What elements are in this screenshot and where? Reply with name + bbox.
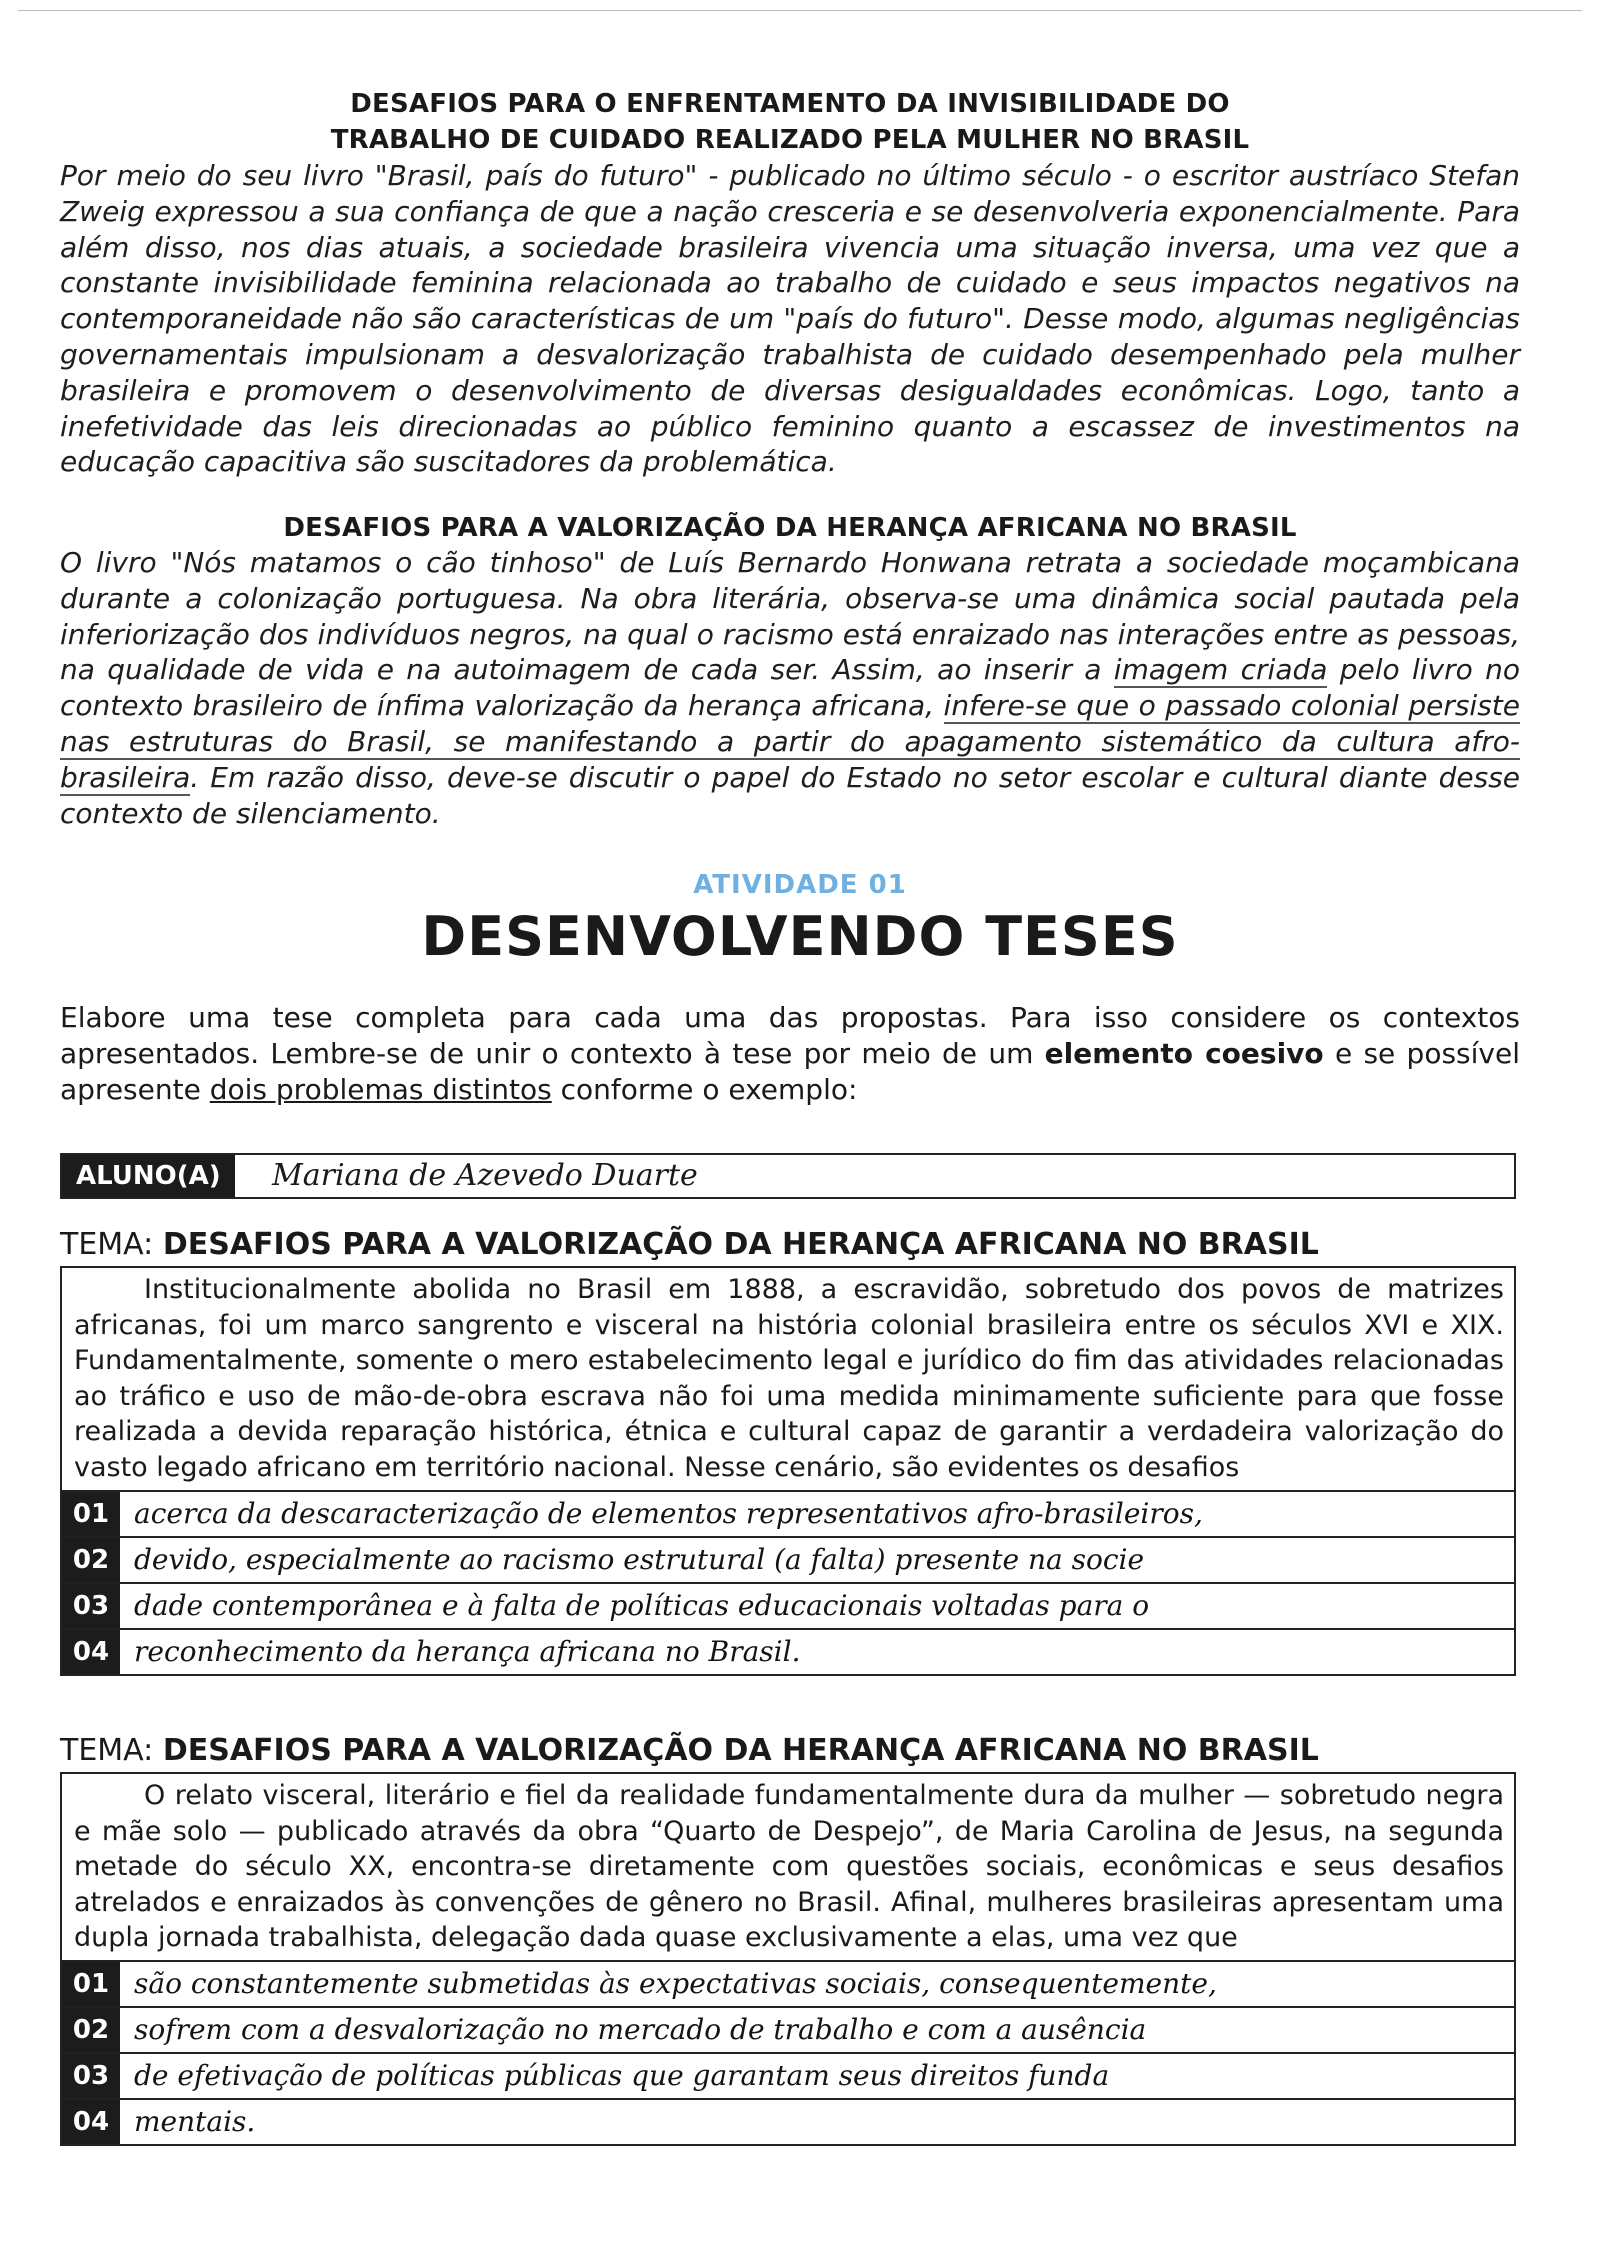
instr-text-b: e se possível apresente [60,1037,1520,1106]
instr-text-c: conforme o exemplo: [551,1073,858,1106]
top-divider [18,10,1582,11]
section2-text-b: pelo livro no contexto brasileiro de ínfima valorização da herança africana, [60,653,1520,723]
section1-paragraph: Por meio do seu livro "Brasil, país do futuro" - publicado no último século - o escritor austríaco Stefan Zweig expressou a sua confiança de que a nação cresceria e se desenvolveria exponencialmente. Para além disso, nos dias atuais, a sociedade brasileira vivencia uma situação inversa, uma vez que a constante invisibilidade feminina relacionada ao trabalho de cuidado e seus impactos negativos na contemporaneidade não são características de um "país do futuro". Desse modo, algumas negligências governamentais impulsionam a desvalorização trabalhista de cuidado desempenhado pela mulher brasileira e promovem o desenvolvimento de diversas desigualdades econômicas. Logo, tanto a inefetividade das leis direcionadas ao público feminino quanto a escassez de investimentos na educação capacitiva são suscitadores da problemática. [60,159,1520,479]
activity-title: DESENVOLVENDO TESES [421,905,1179,968]
answer-line[interactable] [62,2098,1514,2144]
answer-line[interactable] [62,1628,1514,1674]
tema1-heading [60,1226,1520,1264]
line-number: 04 [62,2100,120,2144]
tema2-heading [60,1732,1520,1770]
line-number: 02 [62,1538,120,1582]
handwritten-text: sofrem com a desvalorização no mercado de trabalho e com a ausência [134,2012,1147,2046]
handwritten-text: reconhecimento da herança africana no Brasil. [134,1634,801,1668]
tema2-prefix: TEMA: [60,1733,163,1768]
line-number: 04 [62,1630,120,1674]
tema2-answer-lines [62,1960,1514,2144]
line-number: 01 [62,1962,120,2006]
section2-text-a: O livro "Nós matamos o cão tinhoso" de Luís Bernardo Honwana retrata a sociedade moçambicana durante a colonização portuguesa. Na obra literária, observa-se uma dinâmica social pautada pela inferiorização dos indivíduos negros, na qual o racismo está enraizado nas interações entre as pessoas, na qualidade de vida e na autoimagem de cada ser. Assim, ao inserir a [60,546,1520,687]
handwritten-text: são constantemente submetidas às expectativas sociais, consequentemente, [134,1966,1217,2000]
student-label: ALUNO(A) [62,1155,235,1197]
tema1-context-text: Institucionalmente abolida no Brasil em 1888, a escravidão, sobretudo dos povos de matrizes africanas, foi um marco sangrento e visceral na história colonial brasileira entre os séculos XVI e XIX. Fundamentalmente, somente o mero estabelecimento legal e jurídico do fim das atividades relacionadas ao tráfico e uso de mão-de-obra escrava não foi uma medida minimamente suficiente para que fosse realizada a devida reparação histórica, étnica e cultural capaz de garantir a verdadeira valorização do vasto legado africano em território nacional. Nesse cenário, são evidentes os desafios [74,1274,1504,1483]
tema1-prefix: TEMA: [60,1227,163,1262]
answer-line[interactable] [62,1490,1514,1536]
answer-line[interactable] [62,1582,1514,1628]
section2-underline-2: infere-se que o passado colonial persiste nas estruturas do Brasil, se manifestando a partir do apagamento sistemático da cultura afro-brasileira [60,689,1520,794]
answer-line[interactable] [62,1960,1514,2006]
section2-underline-1: imagem criada [1113,653,1328,687]
tema1-title: DESAFIOS PARA A VALORIZAÇÃO DA HERANÇA AFRICANA NO BRASIL [162,1227,1319,1262]
activity-label: ATIVIDADE 01 [693,870,907,900]
handwritten-text: acerca da descaracterização de elementos representativos afro-brasileiros, [134,1496,1203,1530]
answer-line[interactable] [62,2006,1514,2052]
tema1-essay-box [60,1266,1516,1676]
instr-text-a: Elabore uma tese completa para cada uma das propostas. Para isso considere os contextos apresentados. Lembre-se de unir o contexto à tese por meio de um [60,1001,1520,1070]
tema2-context-text: O relato visceral, literário e fiel da realidade fundamentalmente dura da mulher — sobretudo negra e mãe solo — publicado através da obra “Quarto de Despejo”, de Maria Carolina de Jesus, na segunda metade do século XX, encontra-se diretamente com questões sociais, econômicas e seus desafios atrelados e enraizados às convenções de gênero no Brasil. Afinal, mulheres brasileiras apresentam uma dupla jornada trabalhista, delegação dada quase exclusivamente a elas, uma vez que [74,1780,1504,1954]
instr-underline: dois problemas distintos [209,1073,552,1106]
handwritten-text: dade contemporânea e à falta de políticas educacionais voltadas para o [134,1588,1150,1622]
instr-bold: elemento coesivo [1044,1037,1324,1070]
answer-line[interactable] [62,1536,1514,1582]
section1-title-line1: DESAFIOS PARA O ENFRENTAMENTO DA INVISIBILIDADE DO [350,89,1230,119]
line-number: 02 [62,2008,120,2052]
section2-paragraph [60,545,1520,831]
line-number: 01 [62,1492,120,1536]
answer-line[interactable] [62,2052,1514,2098]
section1-title-line2: TRABALHO DE CUIDADO REALIZADO PELA MULHER NO BRASIL [330,125,1250,155]
student-name-handwritten: Mariana de Azevedo Duarte [272,1158,698,1193]
tema2-essay-box [60,1772,1516,2146]
section2-text-c: . Em razão disso, deve-se discutir o papel do Estado no setor escolar e cultural diante desse contexto de silenciamento. [60,760,1520,830]
line-number: 03 [62,1584,120,1628]
handwritten-text: de efetivação de políticas públicas que garantam seus direitos funda [134,2058,1110,2092]
section2-title: DESAFIOS PARA A VALORIZAÇÃO DA HERANÇA AFRICANA NO BRASIL [283,513,1297,543]
student-name-field[interactable] [60,1153,1516,1199]
handwritten-text: devido, especialmente ao racismo estrutural (a falta) presente na socie [134,1542,1145,1576]
tema1-answer-lines [62,1490,1514,1674]
line-number: 03 [62,2054,120,2098]
tema2-title: DESAFIOS PARA A VALORIZAÇÃO DA HERANÇA AFRICANA NO BRASIL [162,1733,1319,1768]
activity-instructions [60,1000,1520,1108]
handwritten-text: mentais. [134,2104,256,2138]
